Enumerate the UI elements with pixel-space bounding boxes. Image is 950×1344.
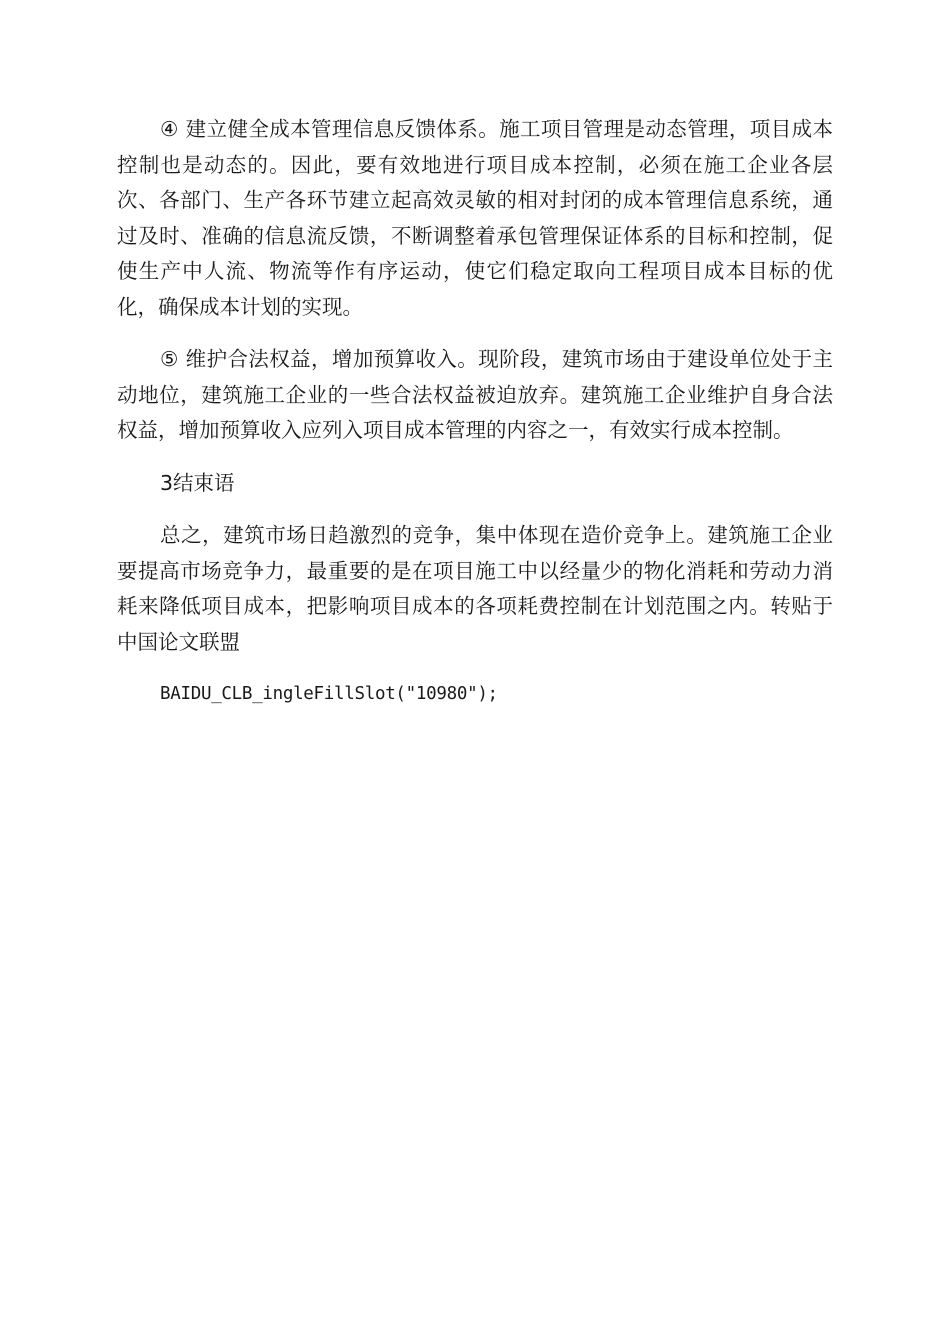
paragraph-legal-rights: ⑤ 维护合法权益，增加预算收入。现阶段，建筑市场由于建设单位处于主动地位，建筑施工企业的一些合法权益被迫放弃。建筑施工企业维护自身合法权益，增加预算收入应列入项目成本管理的内容之一，有效实行成本控制。 [117,347,833,442]
section-heading-conclusion: 3结束语 [160,470,235,495]
paragraph-conclusion: 总之，建筑市场日趋激烈的竞争，集中体现在造价竞争上。建筑施工企业要提高市场竞争力，最重要的是在项目施工中以经量少的物化消耗和劳动力消耗来降低项目成本，把影响项目成本的各项耗费控制在计划范围之内。转贴于中国论文联盟 [117,523,833,654]
code-line: BAIDU_CLB_ingleFillSlot("10980"); [160,684,498,704]
document-body [117,112,833,713]
paragraph-feedback-system: ④ 建立健全成本管理信息反馈体系。施工项目管理是动态管理，项目成本控制也是动态的。因此，要有效地进行项目成本控制，必须在施工企业各层次、各部门、生产各环节建立起高效灵敏的相对封闭的成本管理信息系统，通过及时、准确的信息流反馈，不断调整着承包管理保证体系的目标和控制，促使生产中人流、物流等作有序运动，使它们稳定取向工程项目成本目标的优化，确保成本计划的实现。 [117,117,833,319]
